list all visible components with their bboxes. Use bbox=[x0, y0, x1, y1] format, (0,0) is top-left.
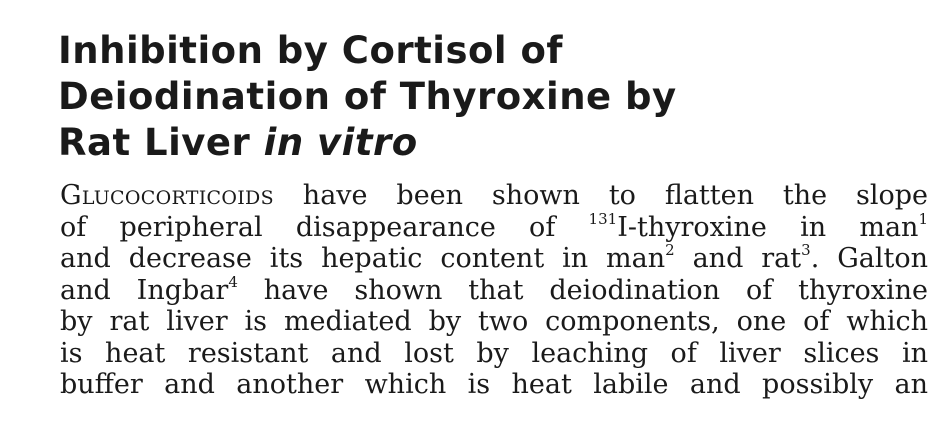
body-line-4-text-a: and Ingbar bbox=[60, 274, 229, 306]
body-line-1 bbox=[60, 180, 928, 212]
body-line-3 bbox=[60, 243, 928, 275]
article-title bbox=[58, 28, 898, 166]
body-line-2-text-a: of peripheral disappearance of bbox=[60, 211, 589, 243]
body-line-4 bbox=[60, 272, 928, 307]
body-line-2-text-b: I-thyroxine in man bbox=[617, 211, 919, 243]
body-line-3-text-c: . Galton bbox=[810, 243, 928, 274]
title-line-1: Inhibition by Cortisol of bbox=[58, 29, 564, 72]
reference-3: 3 bbox=[801, 241, 811, 259]
article-body bbox=[60, 180, 928, 401]
body-line-3-text-a: and decrease its hepatic content in man bbox=[60, 243, 666, 274]
reference-4: 4 bbox=[228, 272, 238, 291]
body-line-4-text-b: have shown that deiodination of thyroxine bbox=[237, 274, 928, 306]
reference-1: 1 bbox=[918, 209, 928, 228]
body-line-3-text-b: and rat bbox=[674, 243, 802, 274]
isotope-superscript: 131 bbox=[588, 209, 618, 228]
title-line-3 bbox=[58, 120, 898, 166]
reference-2: 2 bbox=[665, 241, 675, 259]
body-line-7: buffer and another which is heat labile and possibly an bbox=[60, 369, 928, 400]
body-line-1-text: have been shown to flatten the slope bbox=[273, 180, 928, 211]
title-line-3-main: Rat Liver bbox=[58, 121, 264, 164]
title-line-2: Deiodination of Thyroxine by bbox=[58, 75, 677, 118]
body-line-6: is heat resistant and lost by leaching of liver slices in bbox=[60, 337, 928, 369]
body-line-2 bbox=[60, 209, 928, 244]
body-line-5: by rat liver is mediated by two components, one of which bbox=[60, 306, 928, 337]
title-line-3-italic: in vitro bbox=[263, 121, 418, 164]
lead-word: Glucocorticoids bbox=[60, 180, 274, 211]
